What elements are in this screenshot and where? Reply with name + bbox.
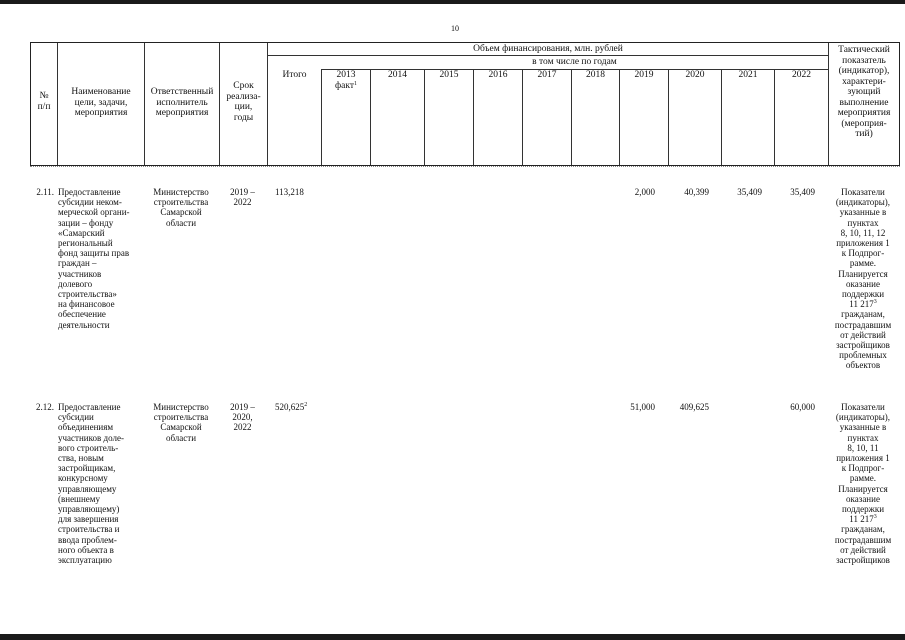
header-by-years: в том числе по годам [532,57,617,67]
row-number: 2.12. [36,402,54,412]
header-total: Итого [282,70,307,80]
header-number: № п/п [37,91,51,112]
header-funding-title: Объем финансирования, млн. рублей [473,44,623,54]
row-executor: Министерство строительства Самарской области [153,402,209,443]
row-total: 520,625$^2$ [275,402,308,412]
page-number: 10 [451,24,459,33]
header-year-2020: 2020 [685,70,705,80]
header-year-2019: 2019 [634,70,654,80]
row-total: 113,218 [275,187,304,197]
row-value-2022: 60,000 [790,402,815,412]
row-name: Предоставление субсидии объединениям участников доле- вого строитель- ства, новым застройщикам, конкурсному управляющему (внешнему управляющему) для завершения строительства и ввода проблем- ного объекта в эксплуатацию [58,402,124,566]
row-period: 2019 – 2022 [230,187,255,208]
row-name: Предоставление субсидии неком- мерческой органи- зации – фонду «Самарский региональный фонд защиты прав граждан – участников долевого строительства» на финансовое обеспечение деятельности [58,187,130,330]
row-period: 2019 – 2020, 2022 [230,402,255,433]
row-value-2020: 409,625 [679,402,709,412]
header-year-2017: 2017 [537,70,557,80]
top-border-bar [0,0,905,4]
header-year-2014: 2014 [388,70,407,80]
header-bottom-rule [30,166,900,167]
row-indicator: Показатели (индикаторы), указанные в пунктах 8, 10, 11, 12 приложения 1 к Подпрог- рамме. Планируется оказание поддержки 11 $217^3$ гражданам, пострадавшим от действий застройщиков проблемных объектов [834,187,892,371]
header-year-2018: 2018 [586,70,605,80]
header-year-2016: 2016 [488,70,508,80]
header-executor: Ответственный исполнитель мероприятия [150,87,214,118]
row-value-2020: 40,399 [684,187,709,197]
header-year-2022: 2022 [792,70,811,80]
header-name: Наименование цели, задачи, мероприятия [71,87,131,118]
header-year-2013: 2013 факт$^1$ [334,70,357,91]
header-year-2021: 2021 [738,70,758,80]
row-executor: Министерство строительства Самарской области [153,187,209,228]
row-indicator: Показатели (индикаторы), указанные в пунктах 8, 10, 11 приложения 1 к Подпрог- рамме. Планируется оказание поддержки 11 $217^3$ гражданам, пострадавшим от действий застройщиков [834,402,892,566]
row-value-2021: 35,409 [737,187,762,197]
bottom-border-bar [0,634,905,640]
row-value-2019: 2,000 [634,187,655,197]
row-number: 2.11. [36,187,54,197]
header-period: Срок реализа- ции, годы [226,81,261,123]
header-year-2015: 2015 [439,70,459,80]
table-header [30,42,900,166]
row-value-2019: 51,000 [630,402,655,412]
header-indicator: Тактический показатель (индикатор), характери- зующий выполнение мероприятия (мероприя- тий) [837,45,891,139]
row-value-2022: 35,409 [790,187,815,197]
